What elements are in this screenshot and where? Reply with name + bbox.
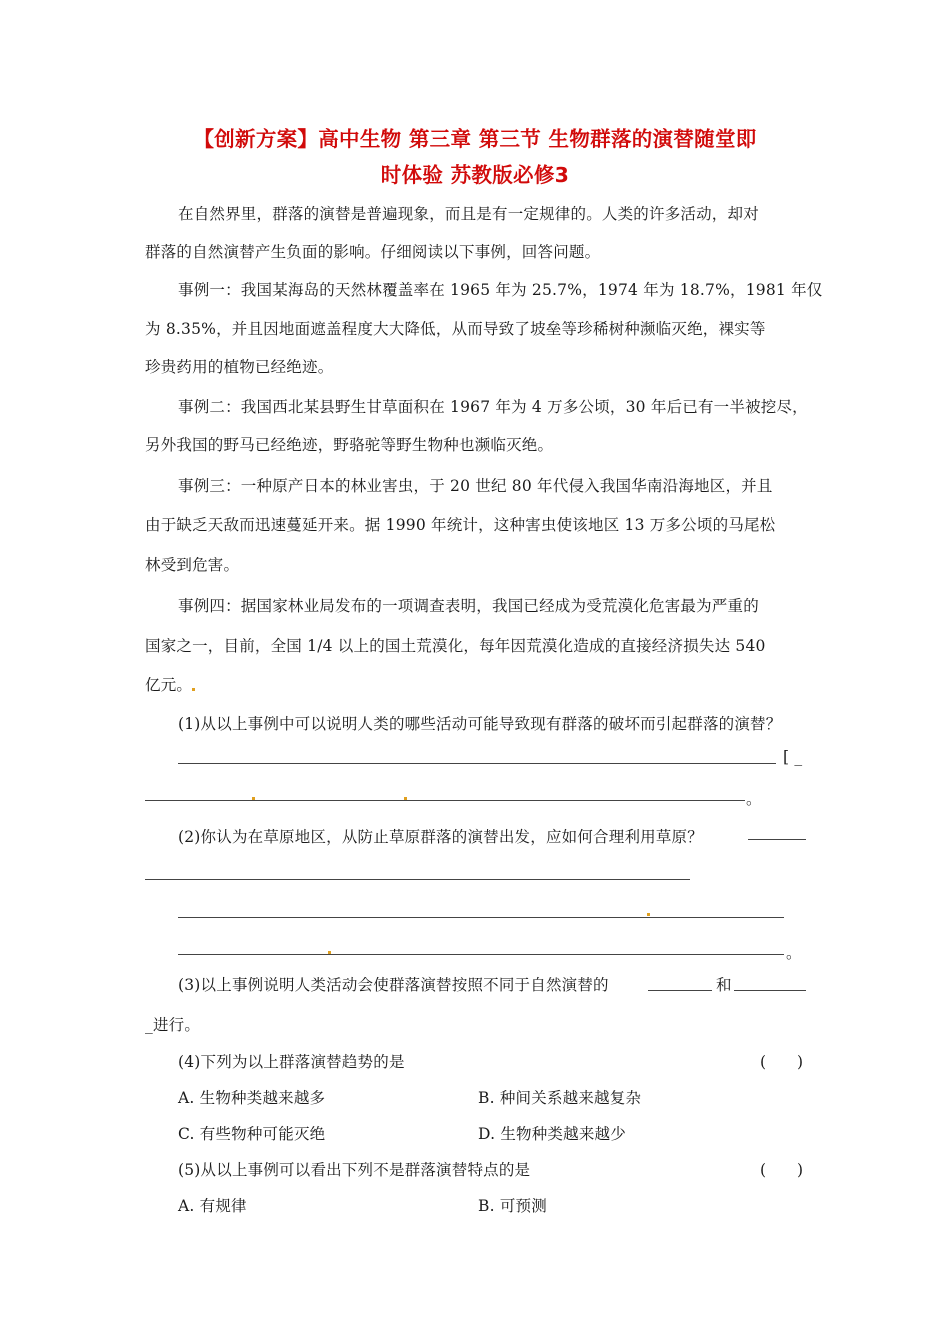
question-3-connector: 和 [716,976,732,994]
question-4-option-d: D. 生物种类越来越少 [478,1125,626,1143]
question-4-text: (4)下列为以上群落演替趋势的是 [178,1053,405,1071]
question-3-text: (3)以上事例说明人类活动会使群落演替按照不同于自然演替的 [178,976,609,994]
answer-1-blank-line-2[interactable] [145,800,745,801]
answer-3-blank-1[interactable] [648,990,712,991]
case4-line-3: 亿元。 [145,676,193,694]
case3-line-2: 由于缺乏天敌而迅速蔓延开来。据 1990 年统计，这种害虫使该地区 13 万多公顷的马尾松 [145,516,776,534]
case1-line-2: 为 8.35%，并且因地面遮盖程度大大降低，从而导致了坡垒等珍稀树种濒临灭绝，裸实等 [145,320,766,338]
answer-3-blank-2[interactable] [734,990,806,991]
question-5-option-a: A. 有规律 [178,1197,247,1215]
stray-mark [404,797,407,800]
question-4-option-c: C. 有些物种可能灭绝 [178,1125,326,1143]
question-5-option-b: B. 可预测 [478,1197,547,1215]
case2-line-2: 另外我国的野马已经绝迹，野骆驼等野生物种也濒临灭绝。 [145,436,554,454]
case4-line-1: 事例四：据国家林业局发布的一项调查表明，我国已经成为受荒漠化危害最为严重的 [178,597,759,615]
answer-2-blank-line-3[interactable] [178,954,784,955]
answer-1-end-mark: 。 [746,790,762,808]
stray-mark [647,913,650,916]
document-title-line-1: 【创新方案】高中生物 第三章 第三节 生物群落的演替随堂即 [193,127,757,151]
question-5-answer-paren[interactable]: ( ) [760,1161,804,1179]
answer-1-blank-line-1[interactable] [178,763,776,764]
case2-line-1: 事例二：我国西北某县野生甘草面积在 1967 年为 4 万多公顷，30 年后已有一半被挖尽， [178,398,808,416]
question-1-text: (1)从以上事例中可以说明人类的哪些活动可能导致现有群落的破坏而引起群落的演替？ [178,715,782,733]
case3-line-3: 林受到危害。 [145,556,240,574]
question-4-option-b: B. 种间关系越来越复杂 [478,1089,642,1107]
question-3-end: _进行。 [145,1016,201,1034]
stray-mark [328,951,331,954]
case1-line-3: 珍贵药用的植物已经绝迹。 [145,358,334,376]
case3-line-1: 事例三：一种原产日本的林业害虫，于 20 世纪 80 年代侵入我国华南沿海地区，并且 [178,477,773,495]
question-2-text: (2)你认为在草原地区，从防止草原群落的演替出发，应如何合理利用草原？ [178,828,703,846]
stray-mark [192,688,195,691]
answer-2-blank-line-2[interactable] [178,917,784,918]
question-4-answer-paren[interactable]: ( ) [760,1053,804,1071]
case1-line-1: 事例一：我国某海岛的天然林覆盖率在 1965 年为 25.7%，1974 年为 18.7%，1981 年仅 [178,281,823,299]
question-4-option-a: A. 生物种类越来越多 [178,1089,326,1107]
answer-1-bracket: [ _ [783,748,803,766]
document-title-line-2: 时体验 苏教版必修3 [380,163,570,187]
answer-2-end-mark: 。 [786,944,802,962]
stray-mark [252,797,255,800]
question-5-text: (5)从以上事例可以看出下列不是群落演替特点的是 [178,1161,531,1179]
case4-line-2: 国家之一，目前，全国 1/4 以上的国土荒漠化，每年因荒漠化造成的直接经济损失达 540 [145,637,766,655]
answer-2-blank-line-1[interactable] [145,879,690,880]
intro-line-1: 在自然界里，群落的演替是普遍现象，而且是有一定规律的。人类的许多活动，却对 [178,205,759,223]
answer-2-blank-inline[interactable] [748,839,806,840]
intro-line-2: 群落的自然演替产生负面的影响。仔细阅读以下事例，回答问题。 [145,243,601,261]
